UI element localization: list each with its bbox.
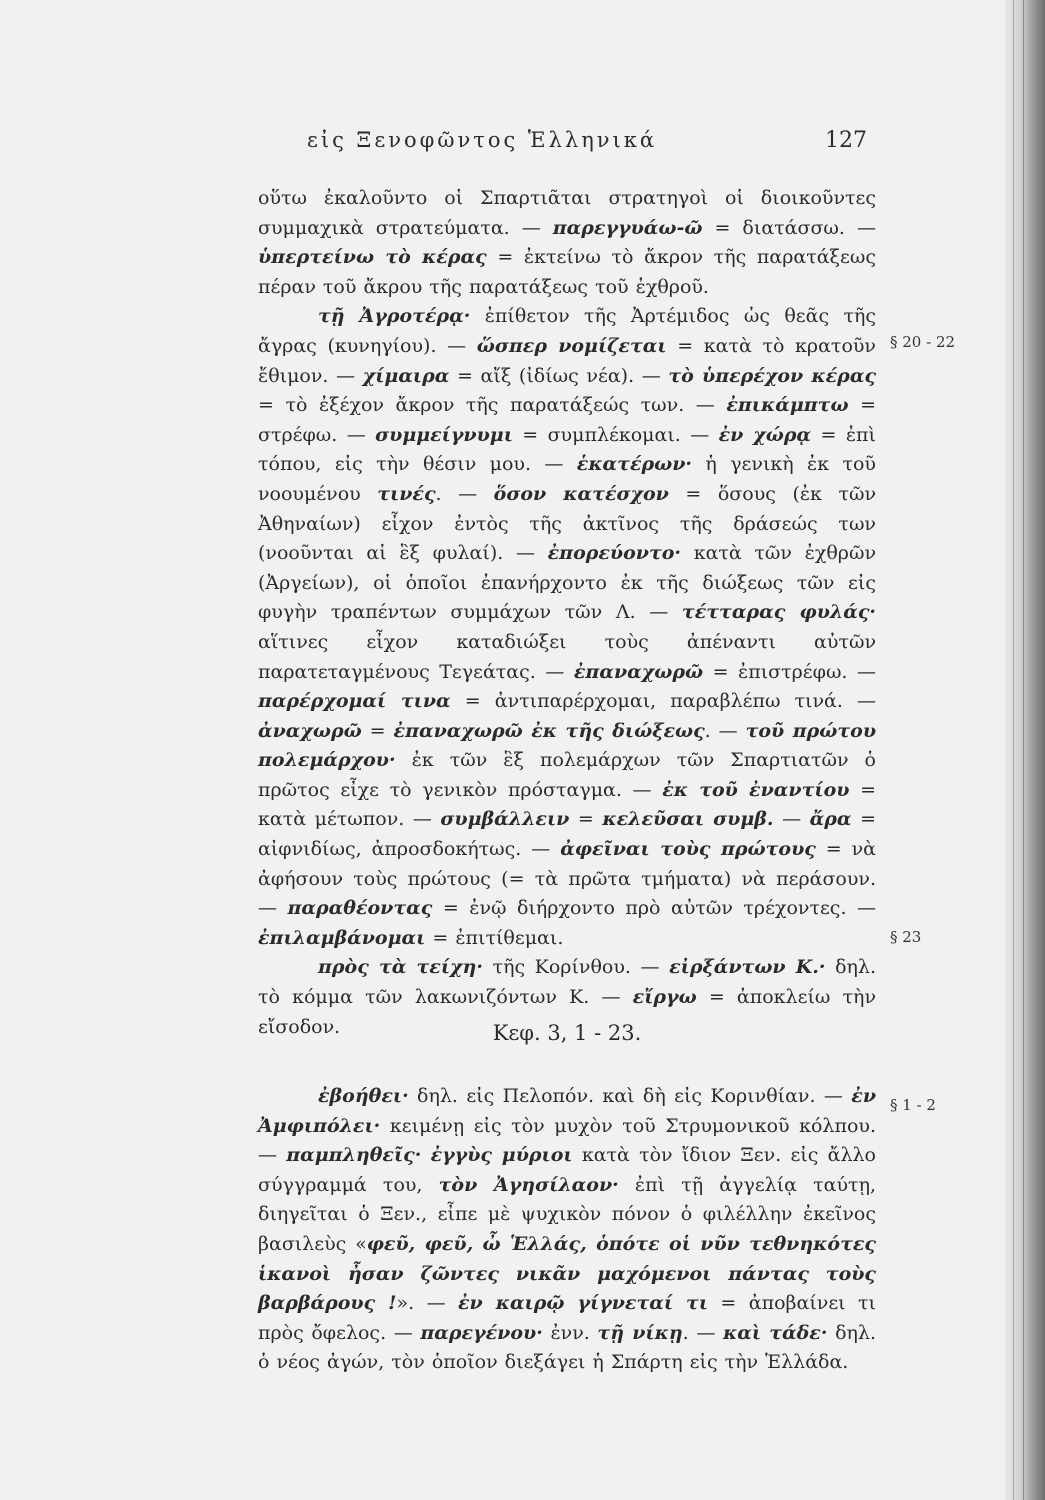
text-run: δηλ. τὸ κόμμα τῶν λακωνιζόντων Κ. —	[258, 956, 877, 1009]
lemma: τέτταρας φυλάς·	[681, 601, 876, 624]
text-run: = ἐπιτίθεμαι.	[425, 926, 564, 949]
text-run: ἐνν.	[542, 1321, 598, 1344]
text-run: = αἰφνιδίως, ἀπροσδοκήτως. —	[258, 808, 876, 861]
lemma: ἀναχωρῶ	[258, 719, 362, 742]
text-run: κειμένῃ εἰς τὸν μυχὸν τοῦ Στρυμονικοῦ κόλπου. —	[258, 1114, 876, 1167]
text-run: ἐπίθετον τῆς Ἀρτέμιδος ὡς θεᾶς τῆς ἄγρας (κυνηγίου). —	[258, 305, 876, 357]
lemma: τῇ Ἀγροτέρᾳ·	[318, 305, 471, 328]
lemma: ὑπερτείνω τὸ κέρας	[258, 246, 487, 269]
margin-note-section: § 1 - 2	[890, 1096, 936, 1114]
text-run: = στρέφω. —	[258, 394, 876, 446]
book-page-edge	[1005, 0, 1045, 1500]
margin-note-section: § 23	[890, 928, 922, 946]
running-head	[307, 128, 867, 158]
text-run: ». —	[396, 1292, 458, 1315]
text-run: = τὸ ἐξέχον ἄκρον τῆς παρατάξεώς των. —	[258, 394, 727, 417]
lemma: τῇ νίκῃ	[597, 1321, 683, 1344]
commentary-block-2	[258, 1082, 876, 1378]
text-run: = συμπλέκομαι. —	[512, 423, 719, 446]
text-run: = κατὰ τὸ κρατοῦν ἔθιμον. —	[258, 334, 876, 387]
lemma: συμβάλλειν	[440, 808, 570, 831]
text-run: αἵτινες εἶχον καταδιώξει τοὺς ἀπέναντι αὐτῶν παρατεταγμένους Τεγεάτας. —	[258, 630, 876, 683]
lemma: ἐπορεύοντο·	[547, 542, 682, 565]
text-run: =	[569, 808, 603, 831]
lemma: εἴργω	[632, 986, 697, 1009]
text-run: κατὰ τῶν ἐχθρῶν (Ἀργείων), οἱ ὁποῖοι ἐπανήρχοντο ἐκ τῆς διώξεως τῶν εἰς φυγὴν τραπέντων συμμάχων τῶν Λ. —	[258, 542, 876, 624]
text-run: = διατάσσω. —	[702, 216, 876, 239]
text-run: ἐκ τῶν ἓξ πολεμάρχων τῶν Σπαρτιατῶν ὁ πρῶτος εἶχε τὸ γενικὸν πρόσταγμα. —	[258, 749, 876, 801]
text-run: = ἐπιστρέφω. —	[703, 660, 876, 683]
paragraph	[258, 1082, 876, 1378]
text-run: = ὅσους (ἐκ τῶν Ἀθηναίων) εἶχον ἐντὸς τῆς ἀκτῖνος τῆς δράσεώς των (νοοῦνται αἱ ἓξ φυλαί). —	[258, 482, 877, 565]
text-run: οὕτω ἐκαλοῦντο οἱ Σπαρτιᾶται στρατηγοὶ οἱ διοικοῦντες συμμαχικὰ στρατεύματα. —	[258, 187, 876, 239]
lemma: παρεγγυάω-ῶ	[552, 216, 703, 239]
lemma: ἄρα	[809, 808, 852, 831]
lemma: ἐπικάμπτω	[726, 394, 849, 417]
text-run: δηλ. ὁ νέος ἀγών, τὸν ὁποῖον διεξάγει ἡ Σπάρτη εἰς τὴν Ἑλλάδα.	[258, 1321, 876, 1374]
lemma: τοῦ πρώτου πολεμάρχου·	[258, 719, 877, 772]
text-run: τῆς Κορίνθου. —	[482, 956, 670, 979]
text-run: . —	[682, 1321, 723, 1344]
text-run: = ἀποκλείω τὴν εἴσοδον.	[258, 986, 876, 1038]
text-run: ἐπὶ τῇ ἀγγελίᾳ ταύτῃ, διηγεῖται ὁ Ξεν., εἶπε μὲ ψυχικὸν πόνον ὁ φιλέλλην ἐκεῖνος βασιλεὺς «	[258, 1173, 876, 1255]
lemma: παρεγένου·	[420, 1321, 543, 1344]
lemma: ὥσπερ νομίζεται	[476, 334, 667, 357]
text-run: . —	[435, 482, 494, 505]
page-number: 127	[825, 128, 867, 153]
lemma: ἐπιλαμβάνομαι	[258, 926, 426, 949]
lemma: τὸ ὑπερέχον κέρας	[668, 364, 877, 387]
lemma: ἐβοήθει·	[318, 1085, 409, 1107]
text-run: = ἀποβαίνει τι πρὸς ὄφελος. —	[258, 1292, 876, 1344]
text-run: ἡ γενικὴ ἐκ τοῦ νοουμένου	[258, 453, 876, 505]
lemma: ἐν χώρᾳ	[718, 423, 812, 446]
text-run: = αἴξ (ἰδίως νέα). —	[449, 364, 669, 387]
lemma: πρὸς τὰ τείχη·	[318, 956, 483, 979]
commentary-block-1	[258, 184, 876, 1042]
lemma: παρέρχομαί τινα	[258, 690, 451, 713]
text-run: = νὰ ἀφήσουν τοὺς πρώτους (= τὰ πρῶτα τμήματα) νὰ περάσουν. —	[258, 838, 877, 920]
lemma: ἐν καιρῷ γίγνεταί τι	[457, 1292, 709, 1315]
lemma: ἐπαναχωρῶ ἐκ τῆς διώξεως	[393, 719, 705, 742]
paragraph	[258, 302, 876, 953]
text-run: —	[773, 808, 810, 831]
lemma: φεῦ, φεῦ, ὦ Ἑλλάς, ὁπότε οἱ νῦν τεθνηκότες ἱκανοὶ ἦσαν ζῶντες νικᾶν μαχόμενοι πάντας τοὺς βαρβάρους !	[258, 1232, 876, 1315]
lemma: εἰρξάντων Κ.·	[669, 956, 826, 979]
lemma: χίμαιρα	[362, 364, 450, 387]
text-run: = ἐπὶ τόπου, εἰς τὴν θέσιν μου. —	[258, 423, 876, 476]
lemma: ὅσον κατέσχον	[493, 482, 669, 505]
text-run: = κατὰ μέτωπον. —	[258, 778, 876, 831]
text-run: κατὰ τὸν ἴδιον Ξεν. εἰς ἄλλο σύγγραμμά του,	[258, 1144, 876, 1196]
lemma: καὶ τάδε·	[722, 1321, 828, 1344]
text-run	[421, 1144, 430, 1166]
chapter-heading: Κεφ. 3, 1 - 23.	[492, 1021, 642, 1045]
text-run: . —	[704, 719, 746, 742]
lemma: τὸν Ἀγησίλαον·	[438, 1173, 619, 1196]
text-run: =	[361, 719, 394, 742]
lemma: ἑκατέρων·	[576, 453, 693, 476]
lemma: ἐν Ἀμφιπόλει·	[258, 1085, 876, 1137]
lemma: κελεῦσαι συμβ.	[602, 808, 774, 831]
lemma: ἐπαναχωρῶ	[573, 660, 704, 683]
paragraph	[258, 184, 876, 302]
lemma: ἐγγὺς μύριοι	[430, 1144, 573, 1167]
text-run: = ἐνῷ διήρχοντο πρὸ αὐτῶν τρέχοντες. —	[432, 897, 876, 920]
lemma: παμπληθεῖς·	[286, 1144, 422, 1167]
lemma: τινές	[377, 482, 436, 505]
lemma: συμμείγνυμι	[375, 423, 513, 446]
lemma: ἀφεῖναι τοὺς πρώτους	[560, 838, 816, 861]
text-run: δηλ. εἰς Πελοπόν. καὶ δὴ εἰς Κορινθίαν. —	[408, 1085, 852, 1107]
running-head-title: εἰς Ξενοφῶντος Ἑλληνικά	[307, 128, 658, 152]
lemma: ἐκ τοῦ ἐναντίου	[662, 778, 850, 801]
text-run: = ἐκτείνω τὸ ἄκρον τῆς παρατάξεως πέραν τοῦ ἄκρου τῆς παρατάξεως τοῦ ἐχθροῦ.	[258, 246, 876, 298]
text-run: = ἀντιπαρέρχομαι, παραβλέπω τινά. —	[450, 690, 877, 713]
lemma: παραθέοντας	[287, 897, 433, 920]
margin-note-section: § 20 - 22	[890, 333, 956, 351]
